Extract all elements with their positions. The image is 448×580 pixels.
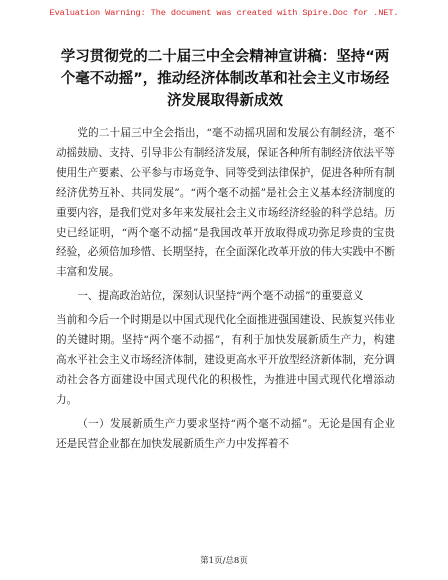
- evaluation-warning: Evaluation Warning: The document was created with Spire.Doc for .NET.: [49, 8, 399, 18]
- document-body: [56, 124, 395, 455]
- document-title: 学习贯彻党的二十届三中全会精神宣讲稿：坚持“两个毫不动摇”，推动经济体制改革和社会主义市场经济发展取得新成效: [60, 49, 390, 109]
- body-paragraph: 党的二十届三中全会指出，“毫不动摇巩固和发展公有制经济，毫不动摇鼓励、支持、引导非公有制经济发展，保证各种所有制经济依法平等使用生产要素、公平参与市场竞争、同等受到法律保护，促进各种所有制经济优势互补、共同发展”。“两个毫不动摇”是社会主义基本经济制度的重要内容，是我们党对多年来发展社会主义市场经济经验的科学总结。历史已经证明，“两个毫不动摇”是我国改革开放取得成功弥足珍贵的宝贵经验，必须倍加珍惜、长期坚持，在全面深化改革开放的伟大实践中不断丰富和发展。: [56, 127, 395, 279]
- subsection-paragraph: （一）发展新质生产力要求坚持“两个毫不动摇”。无论是国有企业还是民营企业都在加快发展新质生产力中发挥着不: [56, 417, 395, 450]
- body-paragraph: 当前和今后一个时期是以中国式现代化全面推进强国建设、民族复兴伟业的关键时期。坚持“两个毫不动摇”，有利于加快发展新质生产力，构建高水平社会主义市场经济体制，建设更高水平开放型经济新体制，充分调动社会各方面建设中国式现代化的积极性，为推进中国式现代化增添动力。: [56, 314, 395, 406]
- section-heading: 一、提高政治站位，深刻认识坚持“两个毫不动摇”的重要意义: [77, 290, 364, 303]
- page-number: 第1页/总8页: [200, 556, 248, 566]
